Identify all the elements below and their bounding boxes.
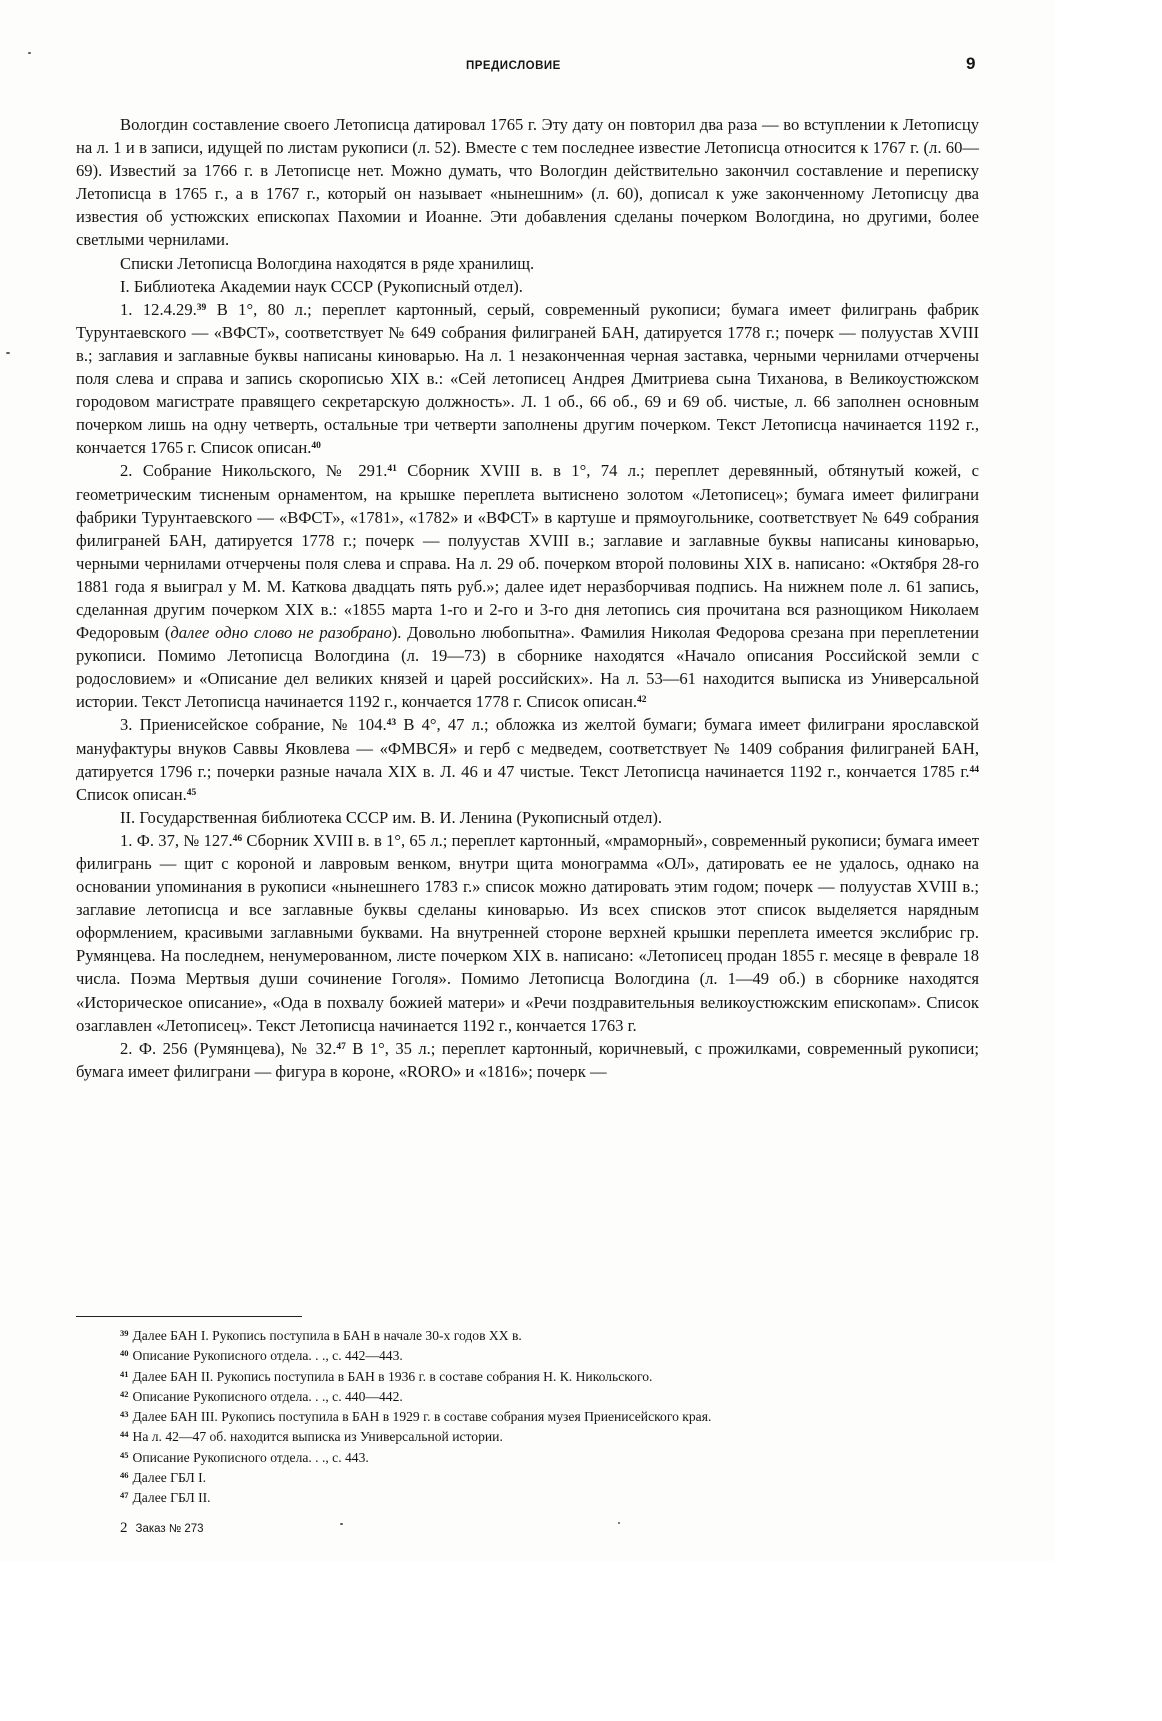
footnote-ref: 46	[232, 833, 243, 844]
main-text	[76, 113, 979, 1083]
text-run: Сборник XVIII в. в 1°, 65 л.; переплет картонный, «мраморный», современный рукописи; бумага имеет филигрань — щит с короной и лавровым венком, внутри щита монограмма «ОЛ», датировать ее не удалось, однако на основании упоминания в рукописи «нынешнего 1783 г.» список можно датировать этим годом; почерк — полуустав XVIII в.; заглавие летописца и все заглавные буквы сделаны киноварью. Из всех списков этот список выделяется нарядным оформлением, красивыми заглавными буквами. На внутренней стороне верхней крышки переплета имеется экслибрис гр. Румянцева. На последнем, ненумерованном, листе почерком XIX в. написано: «Летописец продан 1855 г. месяце в феврале 18 числа. Поэма Мертвыя души сочинение Гоголя». Помимо Летописца Вологдина (л. 1—49 об.) в сборнике находятся «Историческое описание», «Ода в похвалу божией матери» и «Речи поздравительныя великоустюжским епископам». Список озаглавлен «Летописец». Текст Летописца начинается 1192 г., кончается 1763 г.	[76, 830, 979, 1035]
footnote-text: Далее ГБЛ I.	[132, 1470, 207, 1486]
footnote-divider	[76, 1316, 302, 1317]
paragraph-lists-intro: Списки Летописца Вологдина находятся в ряде хранилищ.	[120, 253, 535, 273]
text-run: В 4°, 47 л.; обложка из желтой бумаги; бумага имеет филиграни ярославской мануфактуры внуков Саввы Яковлева — «ФМВСЯ» и герб с медведем, соответствует № 1409 собрания филиграней БАН, датируется 1796 г.; почерки разные начала XIX в. Л. 46 и 47 чистые. Текст Летописца начинается 1192 г., кончается 1785 г.	[76, 715, 980, 781]
footnote-number: 41	[120, 1368, 129, 1379]
footnote-number: 40	[120, 1348, 129, 1359]
footnote-number: 43	[120, 1409, 129, 1420]
text-run: 3. Приенисейское собрание, № 104.	[120, 715, 387, 735]
footnote-number: 45	[120, 1449, 129, 1460]
footnote-number: 39	[120, 1328, 129, 1338]
footnote	[120, 1367, 980, 1387]
text-run: 2. Собрание Никольского, № 291.	[120, 461, 388, 481]
text-run: В 1°, 35 л.; переплет картонный, коричневый, с прожилками, современный рукописи; бумага имеет филиграни — фигура в короне, «RORO» и «1816»; почерк —	[76, 1038, 979, 1081]
text-run: В 1°, 80 л.; переплет картонный, серый, современный рукописи; бумага имеет филигрань фабрик Турунтаевского — «ВФСТ», соответствует № 649 собрания филиграней БАН, датируется 1778 г.; почерк — полуустав XVIII в.; заглавия и заглавные буквы написаны киноварью. На л. 1 незаконченная черная заставка, черными чернилами отчерчены поля слева и справа и запись скорописью XIX в.: «Сей летописец Андрея Дмитриева сына Тиханова, в Великоустюжском городовом магистрате правящего секретарскую должность». Л. 1 об., 66 об., 69 и 69 об. чистые, л. 66 заполнен основным почерком лишь на одну четверть, остальные три четверти заполнены другим почерком. Текст Летописца начинается 1192 г., кончается 1765 г. Список описан.	[76, 299, 979, 458]
text-run: 1. Ф. 37, № 127.	[120, 830, 233, 850]
footnote-ref: 43	[386, 718, 397, 729]
scan-speck	[618, 1522, 620, 1524]
footnote-number: 44	[120, 1429, 129, 1440]
footnote-ref: 41	[387, 464, 397, 475]
footnote-number: 47	[120, 1490, 129, 1501]
paragraph-gbl-item-1	[76, 829, 979, 1037]
footnote-text: Далее ГБЛ II.	[132, 1490, 211, 1506]
footnote-text: Далее БАН III. Рукопись поступила в БАН в 1929 г. в составе собрания музея Приенисейского края.	[132, 1409, 712, 1425]
footnote	[120, 1407, 980, 1427]
footnote	[120, 1427, 980, 1447]
footnote-number: 46	[120, 1470, 129, 1481]
footnote-text: На л. 42—47 об. находится выписка из Универсальной истории.	[132, 1429, 503, 1445]
footnote-text: Описание Рукописного отдела. . ., с. 443.	[132, 1449, 369, 1465]
footnote	[120, 1468, 980, 1488]
section-heading-ban: I. Библиотека Академии наук СССР (Рукописный отдел).	[120, 276, 523, 296]
footnote-text: Далее БАН I. Рукопись поступила в БАН в начале 30-х годов XX в.	[132, 1328, 522, 1343]
scan-speck	[340, 1523, 343, 1525]
footnote-ref: 47	[336, 1041, 346, 1052]
text-run: ). Довольно любопытна». Фамилия Николая Федорова срезана при переплетении рукописи. Помимо Летописца Вологдина (л. 19—73) в сборнике находятся «Начало описания Российской земли с родословием» и «Описание дел великих князей и царей российских». На л. 53—61 находится выписка из Универсальной истории. Текст Летописца начинается 1192 г., кончается 1778 г. Список описан.	[76, 623, 979, 712]
printer-signature	[120, 1520, 204, 1537]
footnote-text: Описание Рукописного отдела. . ., с. 440—442.	[132, 1388, 403, 1404]
footnote	[120, 1346, 980, 1366]
sheet-number: 2	[120, 1520, 128, 1536]
text-run: Список описан.	[76, 784, 187, 804]
scan-speck	[28, 52, 31, 54]
footnote	[120, 1387, 980, 1407]
footnotes	[120, 1326, 980, 1509]
running-title: ПРЕДИСЛОВИЕ	[466, 60, 561, 72]
paragraph-ban-item-1	[76, 298, 979, 460]
paragraph-ban-item-2	[76, 459, 979, 713]
footnote-ref: 40	[311, 441, 321, 452]
page-number: 9	[966, 54, 976, 73]
footnote	[120, 1488, 980, 1508]
order-number: Заказ № 273	[135, 1523, 204, 1535]
footnote	[120, 1326, 980, 1346]
italic-remark: далее одно слово не разобрано	[170, 623, 392, 643]
paragraph-ban-item-3	[76, 713, 979, 805]
text-run: Сборник XVIII в. в 1°, 74 л.; переплет деревянный, обтянутый кожей, с геометрическим тисненым орнаментом, на крышке переплета вытиснено золотом «Летописец»; бумага имеет филиграни фабрики Турунтаевского — «ВФСТ», «1781», «1782» и «ВФСТ» в картуше и прямоугольнике, соответствует № 649 собрания филиграней БАН, датируется 1778 г.; почерк — полуустав XVIII в.; заглавие и заглавные буквы написаны киноварью, черными чернилами отчерчены поля слева и справа. На л. 29 об. почерком второй половины XIX в. написано: «Октября 28-го 1881 года я выиграл у М. М. Каткова двадцать пять руб.»; далее идет неразборчивая подпись. На нижнем поле л. 61 запись, сделанная другим почерком XIX в.: «1855 марта 1-го и 2-го и 3-го дня летопись сия прочитана вся разнощиком Николаем Федоровым (	[76, 461, 979, 643]
footnote-ref: 42	[637, 695, 647, 706]
footnote-ref: 45	[186, 787, 197, 798]
text-run: 2. Ф. 256 (Румянцева), № 32.	[120, 1038, 337, 1058]
footnote-text: Описание Рукописного отдела. . ., с. 442—443.	[132, 1348, 403, 1364]
footnote-text: Далее БАН II. Рукопись поступила в БАН в 1936 г. в составе собрания Н. К. Никольского.	[132, 1368, 653, 1384]
text-run: 1. 12.4.29.	[120, 299, 197, 319]
scan-speck	[6, 352, 10, 354]
footnote-ref: 39	[196, 302, 207, 313]
section-heading-gbl: II. Государственная библиотека СССР им. В. И. Ленина (Рукописный отдел).	[120, 807, 663, 827]
paragraph-gbl-item-2	[76, 1037, 979, 1083]
footnote-number: 42	[120, 1388, 129, 1399]
footnote	[120, 1448, 980, 1468]
footnote-ref: 44	[969, 764, 979, 775]
paragraph-vologdin-dating: Вологдин составление своего Летописца датировал 1765 г. Эту дату он повторил два раза — во вступлении к Летописцу на л. 1 и в записи, идущей по листам рукописи (л. 52). Вместе с тем последнее известие Летописца относится к 1767 г. (л. 60—69). Известий за 1766 г. в Летописце нет. Можно думать, что Вологдин действительно закончил составление и переписку Летописца в 1765 г., а в 1767 г., который он называет «нынешним» (л. 60), дописал к уже законченному Летописцу два известия об устюжских епископах Пахомии и Иоанне. Эти добавления сделаны почерком Вологдина, но другими, более светлыми чернилами.	[76, 115, 979, 250]
